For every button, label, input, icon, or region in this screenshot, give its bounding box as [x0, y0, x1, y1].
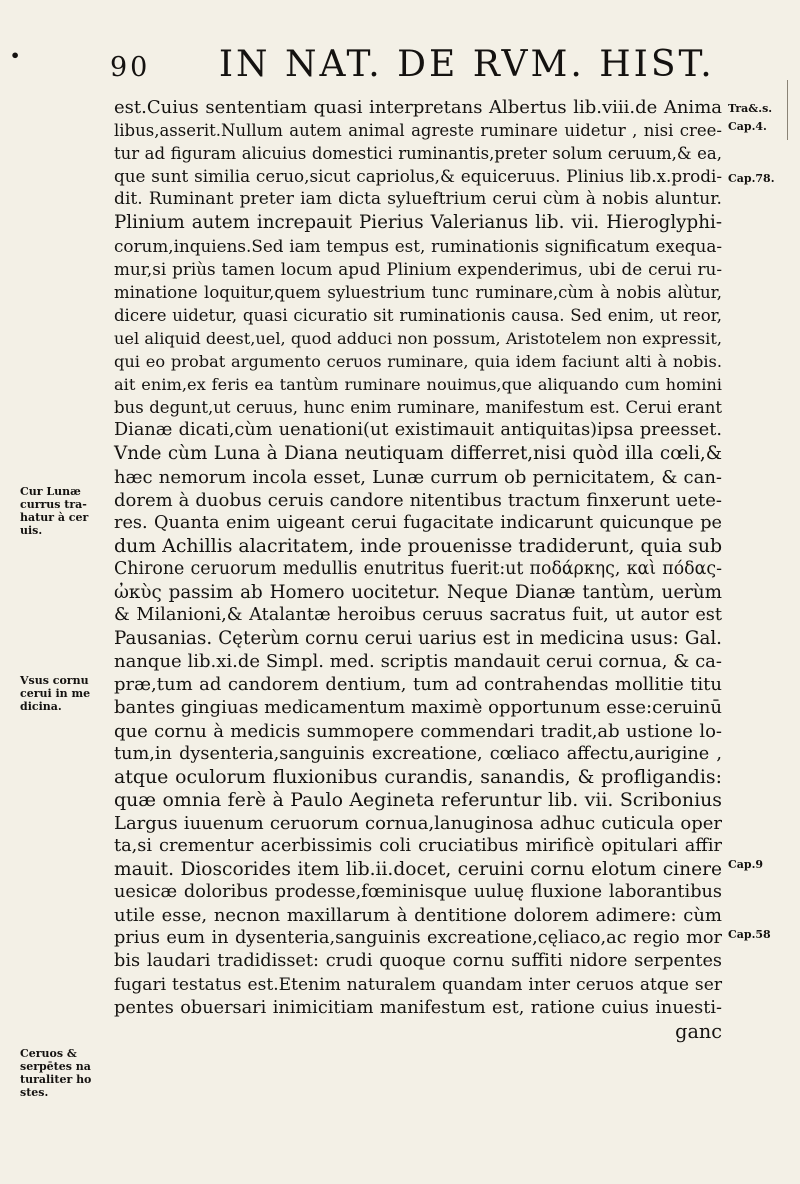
catchword: ganc	[675, 1019, 722, 1043]
edge-mark: •	[10, 46, 21, 65]
text-line: mur,si priùs tamen locum apud Plinium expenderimus, ubi de cerui ru-	[114, 258, 722, 279]
text-line: & Milanioni,& Atalantæ heroibus ceruus sacratus fuit, ut autor est	[114, 605, 722, 626]
text-line: bus degunt,ut ceruus, hunc enim ruminare, manifestum est. Cerui erant	[114, 398, 722, 418]
text-line: Dianæ dicati,cùm uenationi(ut existimauit antiquitas)ipsa preesset.	[114, 420, 722, 441]
margin-note-lunae-currus: Cur Lunæ currus tra- hatur à cer uis.	[20, 485, 89, 537]
text-line: res. Quanta enim uigeant cerui fugacitate indicarunt quicunque pe	[114, 512, 722, 533]
margin-ref-cap4: Cap.4.	[728, 120, 767, 133]
margin-ref-tract: Tra&.s.	[728, 102, 773, 115]
text-line: bantes gingiuas medicamentum maximè opportunum esse:ceruinū	[114, 697, 722, 719]
text-line: utile esse, necnon maxillarum à dentitione dolorem adimere: cùm	[114, 905, 722, 927]
text-line: corum,inquiens.Sed iam tempus est, ruminationis significatum exequa-	[114, 235, 722, 256]
text-line: atque oculorum fluxionibus curandis, sanandis, & profligandis:	[114, 765, 722, 788]
text-line: Plinium autem increpauit Pierius Valerianus lib. vii. Hieroglyphi-	[114, 212, 722, 234]
text-line: tum,in dysenteria,sanguinis excreatione, cœliaco affectu,aurigine ,	[114, 743, 722, 764]
text-line: minatione loquitur,quem syluestrium tunc ruminare,cùm à nobis alùtur,	[114, 282, 722, 302]
main-text	[114, 96, 722, 1043]
text-line: ὠκὺς passim ab Homero uocitetur. Neque Dianæ tantùm, uerùm	[114, 581, 722, 603]
text-line: pentes obuersari inimicitiam manifestum est, ratione cuius inuesti-	[114, 997, 722, 1018]
margin-ref-cap58: Cap.58	[728, 928, 771, 941]
text-line: dum Achillis alacritatem, inde prouenisse tradiderunt, quia sub	[114, 534, 723, 557]
text-line: dicere uidetur, quasi cicuratio sit ruminationis causa. Sed enim, ut reor,	[114, 305, 722, 325]
text-line: præ,tum ad candorem dentium, tum ad contrahendas mollitie titu	[114, 674, 722, 696]
text-line: ait enim,ex feris ea tantùm ruminare nouimus,que aliquando cum homini	[114, 375, 722, 395]
text-line: uesicæ doloribus prodesse,fœminisque uuluę fluxione laborantibus	[114, 882, 722, 903]
text-line: qui eo probat argumento ceruos ruminare, quia idem faciunt alti à nobis.	[114, 352, 722, 372]
text-line: que sunt similia ceruo,sicut capriolus,& equiceruus. Plinius lib.x.prodi-	[114, 166, 722, 187]
text-line: prius eum in dysenteria,sanguinis excreatione,cęliaco,ac regio mor	[114, 928, 722, 949]
running-title: IN NAT. DE RVM. HIST.	[218, 44, 715, 85]
text-line: que cornu à medicis summopere commendari tradit,ab ustione lo-	[114, 720, 722, 742]
margin-ref-cap9: Cap.9	[728, 858, 764, 871]
margin-note-usus-cornu: Vsus cornu cerui in me dicina.	[20, 674, 91, 713]
text-line: quæ omnia ferè à Paulo Aegineta referuntur lib. vii. Scribonius	[114, 788, 722, 811]
text-line: Chirone ceruorum medullis enutritus fuerit:ut ποδάρκης, καὶ πόδας-	[114, 558, 722, 579]
page-header	[110, 44, 730, 85]
text-line: fugari testatus est.Etenim naturalem quandam inter ceruos atque ser	[114, 974, 722, 995]
text-line: libus,asserit.Nullum autem animal agreste ruminare uidetur , nisi cree-	[114, 121, 722, 141]
text-line: Pausanias. Cęterùm cornu cerui uarius est in medicina usus: Gal.	[114, 628, 722, 650]
margin-note-ceruos-serpentes: Ceruos & serpētes na turaliter ho stes.	[20, 1047, 92, 1099]
text-line: dorem à duobus ceruis candore nitentibus tractum finxerunt uete-	[114, 489, 722, 511]
text-line: ta,si crementur acerbissimis coli cruciatibus mirificè opitulari affir	[114, 836, 722, 856]
text-line: mauit. Dioscorides item lib.ii.docet, ceruini cornu elotum cinere	[114, 859, 722, 881]
text-line: hæc nemorum incola esset, Lunæ currum ob pernicitatem, & can-	[114, 466, 722, 488]
text-line: nanque lib.xi.de Simpl. med. scriptis mandauit cerui cornua, & ca-	[114, 651, 722, 673]
text-line: dit. Ruminant preter iam dicta sylueftrium cerui cùm à nobis aluntur.	[114, 189, 722, 210]
margin-ref-cap78: Cap.78.	[728, 172, 775, 185]
text-line: Vnde cùm Luna à Diana neutiquam differret,nisi quòd illa cœli,&	[114, 443, 722, 465]
text-line: est.Cuius sententiam quasi interpretans Albertus lib.viii.de Anima	[114, 97, 722, 118]
text-line: uel aliquid deest,uel, quod adduci non possum, Aristotelem non expressit,	[114, 328, 722, 348]
text-line: tur ad figuram alicuius domestici ruminantis,preter solum ceruum,& ea,	[114, 144, 722, 164]
text-line: Largus iuuenum ceruorum cornua,lanuginosa adhuc cuticula oper	[114, 812, 722, 834]
text-line: bis laudari tradidisset: crudi quoque cornu suffiti nidore serpentes	[114, 951, 722, 972]
page-number: 90	[110, 52, 151, 83]
